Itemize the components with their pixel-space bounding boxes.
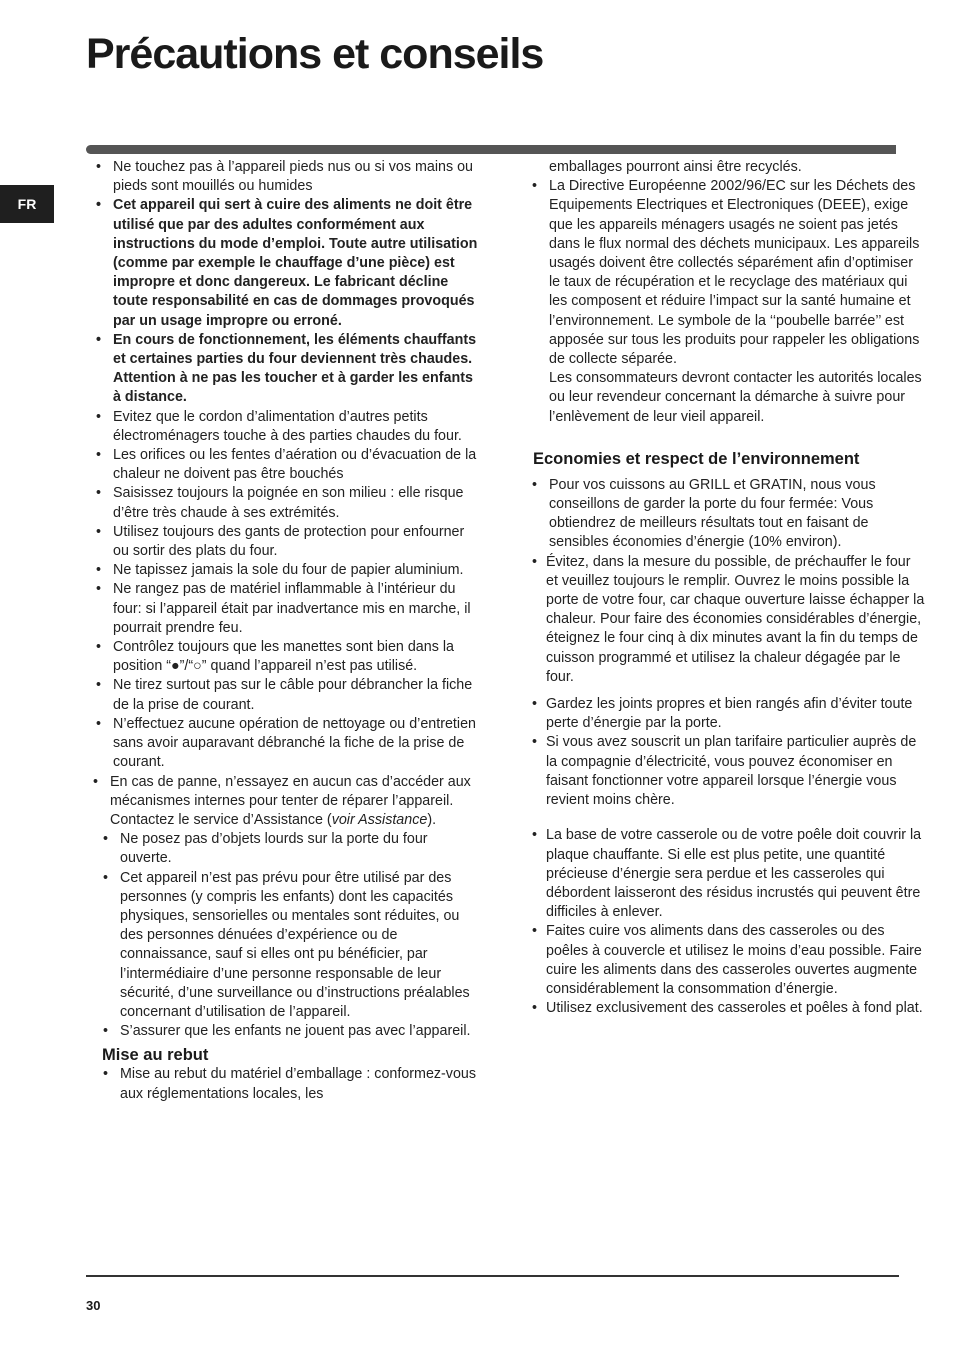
list-item: • Ne tapissez jamais la sole du four de papier aluminium. [94,561,479,580]
list-item: • Ne touchez pas à l’appareil pieds nus ou si vos mains ou pieds sont mouillés ou humides [94,158,479,196]
footer-rule [86,1275,899,1277]
list-item: • Utilisez exclusivement des casseroles et poêles à fond plat. [530,999,925,1018]
header-rule [86,145,896,154]
list-item: • Mise au rebut du matériel d’emballage : conformez-vous aux réglementations locales, les [101,1065,479,1103]
mise-au-rebut-heading: Mise au rebut [102,1046,209,1065]
right-column [530,158,925,1018]
safety-list-2 [94,830,479,1041]
recycling-list [530,158,925,427]
list-item: • Si vous avez souscrit un plan tarifaire particulier auprès de la compagnie d’électricité, vous pouvez économiser en faisant fonctionner votre appareil lorsque l’énergie vous revient moins chère. [530,733,925,810]
panne-list [91,773,479,831]
safety-list [94,158,479,773]
list-item: • N’effectuez aucune opération de nettoyage ou d’entretien sans avoir auparavant débranché la fiche de la prise de courant. [94,715,479,773]
list-item: • Gardez les joints propres et bien rangés afin d’éviter toute perte d’énergie par la porte. [530,695,925,733]
economies-list [530,476,925,1018]
assistance-link[interactable]: voir Assistance [331,811,428,828]
list-item: • La base de votre casserole ou de votre poêle doit couvrir la plaque chauffante. Si elle est plus petite, une quantité précieuse d’énergie sera perdue et les casseroles qui débordent laisseront des résidus incrustés qui peuvent être difficiles à enlever. [530,826,925,922]
list-item [91,773,479,831]
list-item: • Pour vos cuissons au GRILL et GRATIN, nous vous conseillons de garder la porte du four fermée: Vous obtiendrez de meilleurs résultats tout en faisant de sensibles économies d’énergie (10% environ). [530,476,925,553]
list-item: • En cours de fonctionnement, les éléments chauffants et certaines parties du four deviennent très chaudes. Attention à ne pas les toucher et à garder les enfants à distance. [94,331,479,408]
list-item-continued: Les consommateurs devront contacter les autorités locales ou leur revendeur concernant la démarche à suivre pour l’enlèvement de leur vieil appareil. [549,370,922,425]
mise-au-rebut-list [94,1065,479,1103]
list-item: • S’assurer que les enfants ne jouent pas avec l’appareil. [101,1022,479,1041]
list-item: • Ne tirez surtout pas sur le câble pour débrancher la fiche de la prise de courant. [94,676,479,714]
list-item: • Ne posez pas d’objets lourds sur la porte du four ouverte. [101,830,479,868]
left-column [94,158,479,1104]
page-number: 30 [86,1298,101,1313]
panne-end: ). [427,811,437,828]
list-item-continued: emballages pourront ainsi être recyclés. [549,159,802,175]
page-title: Précautions et conseils [86,30,544,78]
list-item: • Cet appareil qui sert à cuire des aliments ne doit être utilisé que par des adultes conformément aux instructions du mode d’emploi. Toute autre utilisation (comme par exemple le chauffage d’une pièce) est impropre et donc dangereux. Le fabricant décline toute responsabilité en cas de dommages provoqués par un usage impropre ou erroné. [94,196,479,330]
economies-heading: Economies et respect de l’environnement [533,449,860,468]
list-item: • Contrôlez toujours que les manettes sont bien dans la position “●”/“○” quand l’appareil n’est pas utilisé. [94,638,479,676]
list-item: • Utilisez toujours des gants de protection pour enfourner ou sortir des plats du four. [94,523,479,561]
list-item: • Evitez que le cordon d’alimentation d’autres petits électroménagers touche à des parties chaudes du four. [94,408,479,446]
list-item: • Faites cuire vos aliments dans des casseroles ou des poêles à couvercle et utilisez le moins d’eau possible. Faire cuire les aliments dans des casseroles ouvertes augmente considérablement la consommation d’énergie. [530,922,925,999]
language-tab: FR [0,185,54,223]
list-item: • Évitez, dans la mesure du possible, de préchauffer le four et veuillez toujours le remplir. Ouvrez le moins possible la porte de votre four, car chaque ouverture laisse échapper la chaleur. Pour faire des économies considérables d’énergie, éteignez le four cinq à dix minutes avant la fin du temps de cuisson programmé et utilisez la chaleur dégagée par le four. [530,553,925,687]
list-item: • Cet appareil n’est pas prévu pour être utilisé par des personnes (y compris les enfants) dont les capacités physiques, sensorielles ou mentales sont réduites, ou des personnes dénuées d’expérience ou de connaissance, sauf si elles ont pu bénéficier, par l’intermédiaire d’une personne responsable de leur sécurité, d’une surveillance ou d’instructions préalables concernant d’utilisation de l’appareil. [101,869,479,1023]
list-item: • Ne rangez pas de matériel inflammable à l’intérieur du four: si l’appareil était par inadvertance mis en marche, il pourrait prendre feu. [94,580,479,638]
list-item: • La Directive Européenne 2002/96/EC sur les Déchets des Equipements Electriques et Electroniques (DEEE), exige que les appareils ménagers usagés ne soient pas jetés dans le flux normal des déchets municipaux. Les appareils usagés doivent être collectés séparément afin d’optimiser le taux de récupération et le recyclage des matériaux qui les composent et réduire l’impact sur la santé humaine et l’environnement. Le symbole de la ‘‘poubelle barrée’’ est apposée sur tous les produits pour rappeler les obligations de collecte séparée. [530,177,925,369]
list-item: • Les orifices ou les fentes d’aération ou d’évacuation de la chaleur ne doivent pas être bouchés [94,446,479,484]
panne-text: En cas de panne, n’essayez en aucun cas d’accéder aux mécanismes internes pour tenter de réparer l’appareil. Contactez le service d’Assistance ( [110,773,471,828]
list-item: • Saisissez toujours la poignée en son milieu : elle risque d’être très chaude à ses extrémités. [94,484,479,522]
